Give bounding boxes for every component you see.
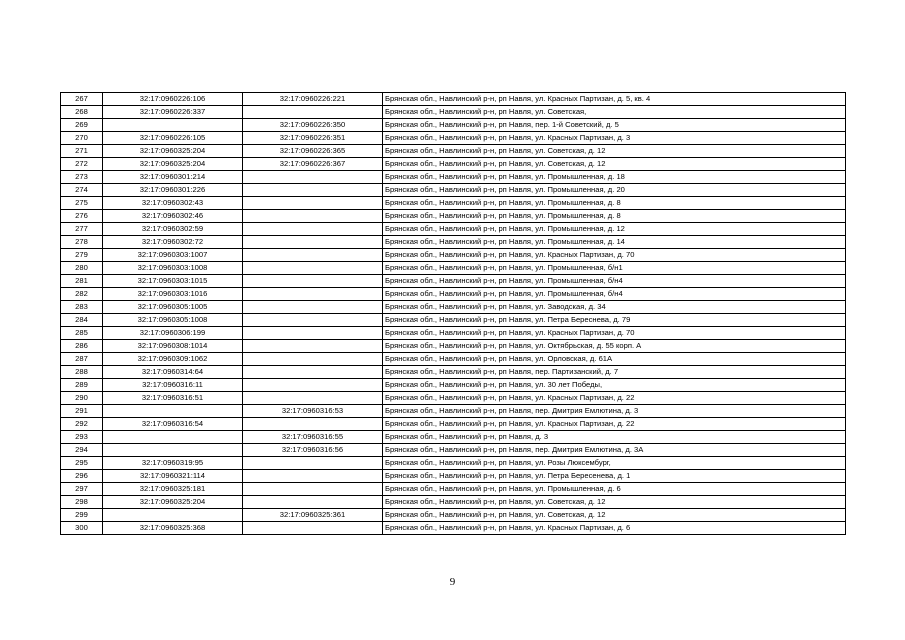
row-number-cell: 299 <box>61 509 103 522</box>
cadastral-number-secondary-cell: 32:17:0960226:365 <box>243 145 383 158</box>
cadastral-number-secondary-cell <box>243 392 383 405</box>
cadastral-number-secondary-cell <box>243 262 383 275</box>
cadastral-number-cell: 32:17:0960303:1016 <box>103 288 243 301</box>
address-cell: Брянская обл., Навлинский р-н, рп Навля, ул. Промышленная, д. 20 <box>383 184 846 197</box>
cadastral-number-cell: 32:17:0960309:1062 <box>103 353 243 366</box>
address-cell: Брянская обл., Навлинский р-н, рп Навля, пер. Дмитрия Емлютина, д. 3А <box>383 444 846 457</box>
cadastral-number-cell: 32:17:0960308:1014 <box>103 340 243 353</box>
row-number-cell: 295 <box>61 457 103 470</box>
address-cell: Брянская обл., Навлинский р-н, рп Навля, ул. Промышленная, д. 12 <box>383 223 846 236</box>
cadastral-number-cell: 32:17:0960302:46 <box>103 210 243 223</box>
address-cell: Брянская обл., Навлинский р-н, рп Навля, ул. Красных Партизан, д. 70 <box>383 327 846 340</box>
cadastral-number-secondary-cell <box>243 522 383 535</box>
cadastral-number-cell: 32:17:0960226:337 <box>103 106 243 119</box>
row-number-cell: 282 <box>61 288 103 301</box>
row-number-cell: 290 <box>61 392 103 405</box>
table-row <box>61 496 846 509</box>
cadastral-number-cell <box>103 431 243 444</box>
table-row <box>61 327 846 340</box>
table-row <box>61 301 846 314</box>
row-number-cell: 267 <box>61 93 103 106</box>
address-cell: Брянская обл., Навлинский р-н, рп Навля, ул. Розы Люксембург, <box>383 457 846 470</box>
cadastral-number-cell: 32:17:0960314:64 <box>103 366 243 379</box>
row-number-cell: 270 <box>61 132 103 145</box>
row-number-cell: 269 <box>61 119 103 132</box>
row-number-cell: 289 <box>61 379 103 392</box>
cadastral-number-secondary-cell <box>243 353 383 366</box>
address-cell: Брянская обл., Навлинский р-н, рп Навля, ул. Красных Партизан, д. 22 <box>383 418 846 431</box>
address-cell: Брянская обл., Навлинский р-н, рп Навля, ул. Советская, д. 12 <box>383 496 846 509</box>
cadastral-number-cell: 32:17:0960303:1008 <box>103 262 243 275</box>
row-number-cell: 297 <box>61 483 103 496</box>
cadastral-number-secondary-cell: 32:17:0960226:351 <box>243 132 383 145</box>
address-cell: Брянская обл., Навлинский р-н, рп Навля, ул. Промышленная, б/н4 <box>383 275 846 288</box>
cadastral-number-secondary-cell <box>243 223 383 236</box>
cadastral-number-secondary-cell: 32:17:0960316:55 <box>243 431 383 444</box>
cadastral-number-cell: 32:17:0960306:199 <box>103 327 243 340</box>
row-number-cell: 281 <box>61 275 103 288</box>
table-row <box>61 145 846 158</box>
table-row <box>61 418 846 431</box>
address-cell: Брянская обл., Навлинский р-н, рп Навля, ул. Петра Бересенева, д. 1 <box>383 470 846 483</box>
row-number-cell: 287 <box>61 353 103 366</box>
address-cell: Брянская обл., Навлинский р-н, рп Навля, пер. 1-й Советский, д. 5 <box>383 119 846 132</box>
row-number-cell: 296 <box>61 470 103 483</box>
cadastral-number-cell: 32:17:0960303:1015 <box>103 275 243 288</box>
table-row <box>61 353 846 366</box>
cadastral-number-cell: 32:17:0960226:105 <box>103 132 243 145</box>
cadastral-number-cell: 32:17:0960325:204 <box>103 158 243 171</box>
cadastral-number-cell: 32:17:0960321:114 <box>103 470 243 483</box>
table-row <box>61 392 846 405</box>
page-number: 9 <box>449 576 456 588</box>
address-cell: Брянская обл., Навлинский р-н, рп Навля, ул. Красных Партизан, д. 70 <box>383 249 846 262</box>
cadastral-number-cell <box>103 405 243 418</box>
cadastral-number-cell: 32:17:0960301:214 <box>103 171 243 184</box>
address-cell: Брянская обл., Навлинский р-н, рп Навля, ул. Заводская, д. 34 <box>383 301 846 314</box>
cadastral-number-secondary-cell <box>243 301 383 314</box>
table-row <box>61 275 846 288</box>
table-row <box>61 457 846 470</box>
address-cell: Брянская обл., Навлинский р-н, рп Навля, ул. Красных Партизан, д. 3 <box>383 132 846 145</box>
cadastral-number-secondary-cell <box>243 106 383 119</box>
address-cell: Брянская обл., Навлинский р-н, рп Навля, ул. Промышленная, д. 18 <box>383 171 846 184</box>
cadastral-number-secondary-cell: 32:17:0960316:56 <box>243 444 383 457</box>
cadastral-number-cell: 32:17:0960316:54 <box>103 418 243 431</box>
address-cell: Брянская обл., Навлинский р-н, рп Навля, ул. Советская, <box>383 106 846 119</box>
cadastral-number-secondary-cell <box>243 288 383 301</box>
row-number-cell: 278 <box>61 236 103 249</box>
cadastral-number-secondary-cell <box>243 470 383 483</box>
cadastral-number-cell: 32:17:0960316:11 <box>103 379 243 392</box>
row-number-cell: 273 <box>61 171 103 184</box>
records-table <box>60 92 846 535</box>
table-row <box>61 470 846 483</box>
cadastral-number-secondary-cell: 32:17:0960226:221 <box>243 93 383 106</box>
address-cell: Брянская обл., Навлинский р-н, рп Навля, пер. Дмитрия Емлютина, д. 3 <box>383 405 846 418</box>
cadastral-number-secondary-cell: 32:17:0960226:350 <box>243 119 383 132</box>
table-row <box>61 288 846 301</box>
address-cell: Брянская обл., Навлинский р-н, рп Навля, ул. Промышленная, б/н1 <box>383 262 846 275</box>
table-row <box>61 223 846 236</box>
cadastral-number-secondary-cell: 32:17:0960316:53 <box>243 405 383 418</box>
row-number-cell: 274 <box>61 184 103 197</box>
address-cell: Брянская обл., Навлинский р-н, рп Навля, пер. Партизанский, д. 7 <box>383 366 846 379</box>
address-cell: Брянская обл., Навлинский р-н, рп Навля, ул. Красных Партизан, д. 5, кв. 4 <box>383 93 846 106</box>
table-row <box>61 171 846 184</box>
table-row <box>61 210 846 223</box>
cadastral-number-cell: 32:17:0960305:1005 <box>103 301 243 314</box>
table-row <box>61 197 846 210</box>
table-row <box>61 249 846 262</box>
row-number-cell: 271 <box>61 145 103 158</box>
cadastral-number-cell: 32:17:0960303:1007 <box>103 249 243 262</box>
cadastral-number-cell: 32:17:0960301:226 <box>103 184 243 197</box>
cadastral-number-cell <box>103 444 243 457</box>
address-cell: Брянская обл., Навлинский р-н, рп Навля, ул. Советская, д. 12 <box>383 509 846 522</box>
cadastral-number-cell: 32:17:0960325:204 <box>103 496 243 509</box>
cadastral-number-cell: 32:17:0960302:43 <box>103 197 243 210</box>
cadastral-number-cell <box>103 509 243 522</box>
cadastral-number-secondary-cell <box>243 483 383 496</box>
table-row <box>61 158 846 171</box>
row-number-cell: 284 <box>61 314 103 327</box>
cadastral-number-cell <box>103 119 243 132</box>
row-number-cell: 293 <box>61 431 103 444</box>
cadastral-number-secondary-cell <box>243 340 383 353</box>
table-row <box>61 236 846 249</box>
cadastral-number-secondary-cell: 32:17:0960325:361 <box>243 509 383 522</box>
cadastral-number-secondary-cell <box>243 314 383 327</box>
cadastral-number-secondary-cell <box>243 366 383 379</box>
cadastral-number-cell: 32:17:0960325:181 <box>103 483 243 496</box>
row-number-cell: 294 <box>61 444 103 457</box>
address-cell: Брянская обл., Навлинский р-н, рп Навля, ул. Промышленная, д. 8 <box>383 210 846 223</box>
address-cell: Брянская обл., Навлинский р-н, рп Навля, ул. Красных Партизан, д. 6 <box>383 522 846 535</box>
cadastral-number-cell: 32:17:0960302:59 <box>103 223 243 236</box>
cadastral-number-secondary-cell <box>243 184 383 197</box>
cadastral-number-secondary-cell: 32:17:0960226:367 <box>243 158 383 171</box>
address-cell: Брянская обл., Навлинский р-н, рп Навля, ул. Октябрьская, д. 55 корп. А <box>383 340 846 353</box>
address-cell: Брянская обл., Навлинский р-н, рп Навля, ул. Промышленная, б/н4 <box>383 288 846 301</box>
row-number-cell: 272 <box>61 158 103 171</box>
cadastral-number-secondary-cell <box>243 236 383 249</box>
table-row <box>61 340 846 353</box>
cadastral-number-secondary-cell <box>243 171 383 184</box>
cadastral-number-cell: 32:17:0960325:368 <box>103 522 243 535</box>
cadastral-number-secondary-cell <box>243 457 383 470</box>
row-number-cell: 283 <box>61 301 103 314</box>
row-number-cell: 286 <box>61 340 103 353</box>
row-number-cell: 300 <box>61 522 103 535</box>
row-number-cell: 298 <box>61 496 103 509</box>
cadastral-number-secondary-cell <box>243 379 383 392</box>
table-row <box>61 119 846 132</box>
table-row <box>61 405 846 418</box>
row-number-cell: 280 <box>61 262 103 275</box>
table-row <box>61 483 846 496</box>
cadastral-number-secondary-cell <box>243 249 383 262</box>
address-cell: Брянская обл., Навлинский р-н, рп Навля, ул. Промышленная, д. 14 <box>383 236 846 249</box>
table-row <box>61 132 846 145</box>
table-row <box>61 509 846 522</box>
table-row <box>61 106 846 119</box>
row-number-cell: 291 <box>61 405 103 418</box>
cadastral-number-secondary-cell <box>243 275 383 288</box>
row-number-cell: 275 <box>61 197 103 210</box>
address-cell: Брянская обл., Навлинский р-н, рп Навля, ул. Промышленная, д. 6 <box>383 483 846 496</box>
address-cell: Брянская обл., Навлинский р-н, рп Навля, ул. Советская, д. 12 <box>383 145 846 158</box>
cadastral-number-cell: 32:17:0960316:51 <box>103 392 243 405</box>
cadastral-number-cell: 32:17:0960319:95 <box>103 457 243 470</box>
address-cell: Брянская обл., Навлинский р-н, рп Навля, ул. Орловская, д. 61А <box>383 353 846 366</box>
table-row <box>61 444 846 457</box>
records-table-body <box>61 93 846 535</box>
cadastral-number-secondary-cell <box>243 327 383 340</box>
table-row <box>61 366 846 379</box>
address-cell: Брянская обл., Навлинский р-н, рп Навля, ул. Промышленная, д. 8 <box>383 197 846 210</box>
row-number-cell: 268 <box>61 106 103 119</box>
row-number-cell: 292 <box>61 418 103 431</box>
table-row <box>61 93 846 106</box>
row-number-cell: 277 <box>61 223 103 236</box>
cadastral-number-secondary-cell <box>243 496 383 509</box>
cadastral-number-secondary-cell <box>243 418 383 431</box>
table-row <box>61 262 846 275</box>
address-cell: Брянская обл., Навлинский р-н, рп Навля, ул. Советская, д. 12 <box>383 158 846 171</box>
address-cell: Брянская обл., Навлинский р-н, рп Навля, ул. Петра Береснева, д. 79 <box>383 314 846 327</box>
cadastral-number-cell: 32:17:0960305:1008 <box>103 314 243 327</box>
cadastral-number-cell: 32:17:0960302:72 <box>103 236 243 249</box>
address-cell: Брянская обл., Навлинский р-н, рп Навля, д. 3 <box>383 431 846 444</box>
cadastral-number-cell: 32:17:0960325:204 <box>103 145 243 158</box>
cadastral-number-cell: 32:17:0960226:106 <box>103 93 243 106</box>
cadastral-number-secondary-cell <box>243 210 383 223</box>
row-number-cell: 276 <box>61 210 103 223</box>
address-cell: Брянская обл., Навлинский р-н, рп Навля, ул. Красных Партизан, д. 22 <box>383 392 846 405</box>
table-row <box>61 522 846 535</box>
table-row <box>61 379 846 392</box>
row-number-cell: 285 <box>61 327 103 340</box>
cadastral-number-secondary-cell <box>243 197 383 210</box>
address-cell: Брянская обл., Навлинский р-н, рп Навля, ул. 30 лет Победы, <box>383 379 846 392</box>
table-row <box>61 314 846 327</box>
table-row <box>61 431 846 444</box>
row-number-cell: 279 <box>61 249 103 262</box>
row-number-cell: 288 <box>61 366 103 379</box>
table-row <box>61 184 846 197</box>
